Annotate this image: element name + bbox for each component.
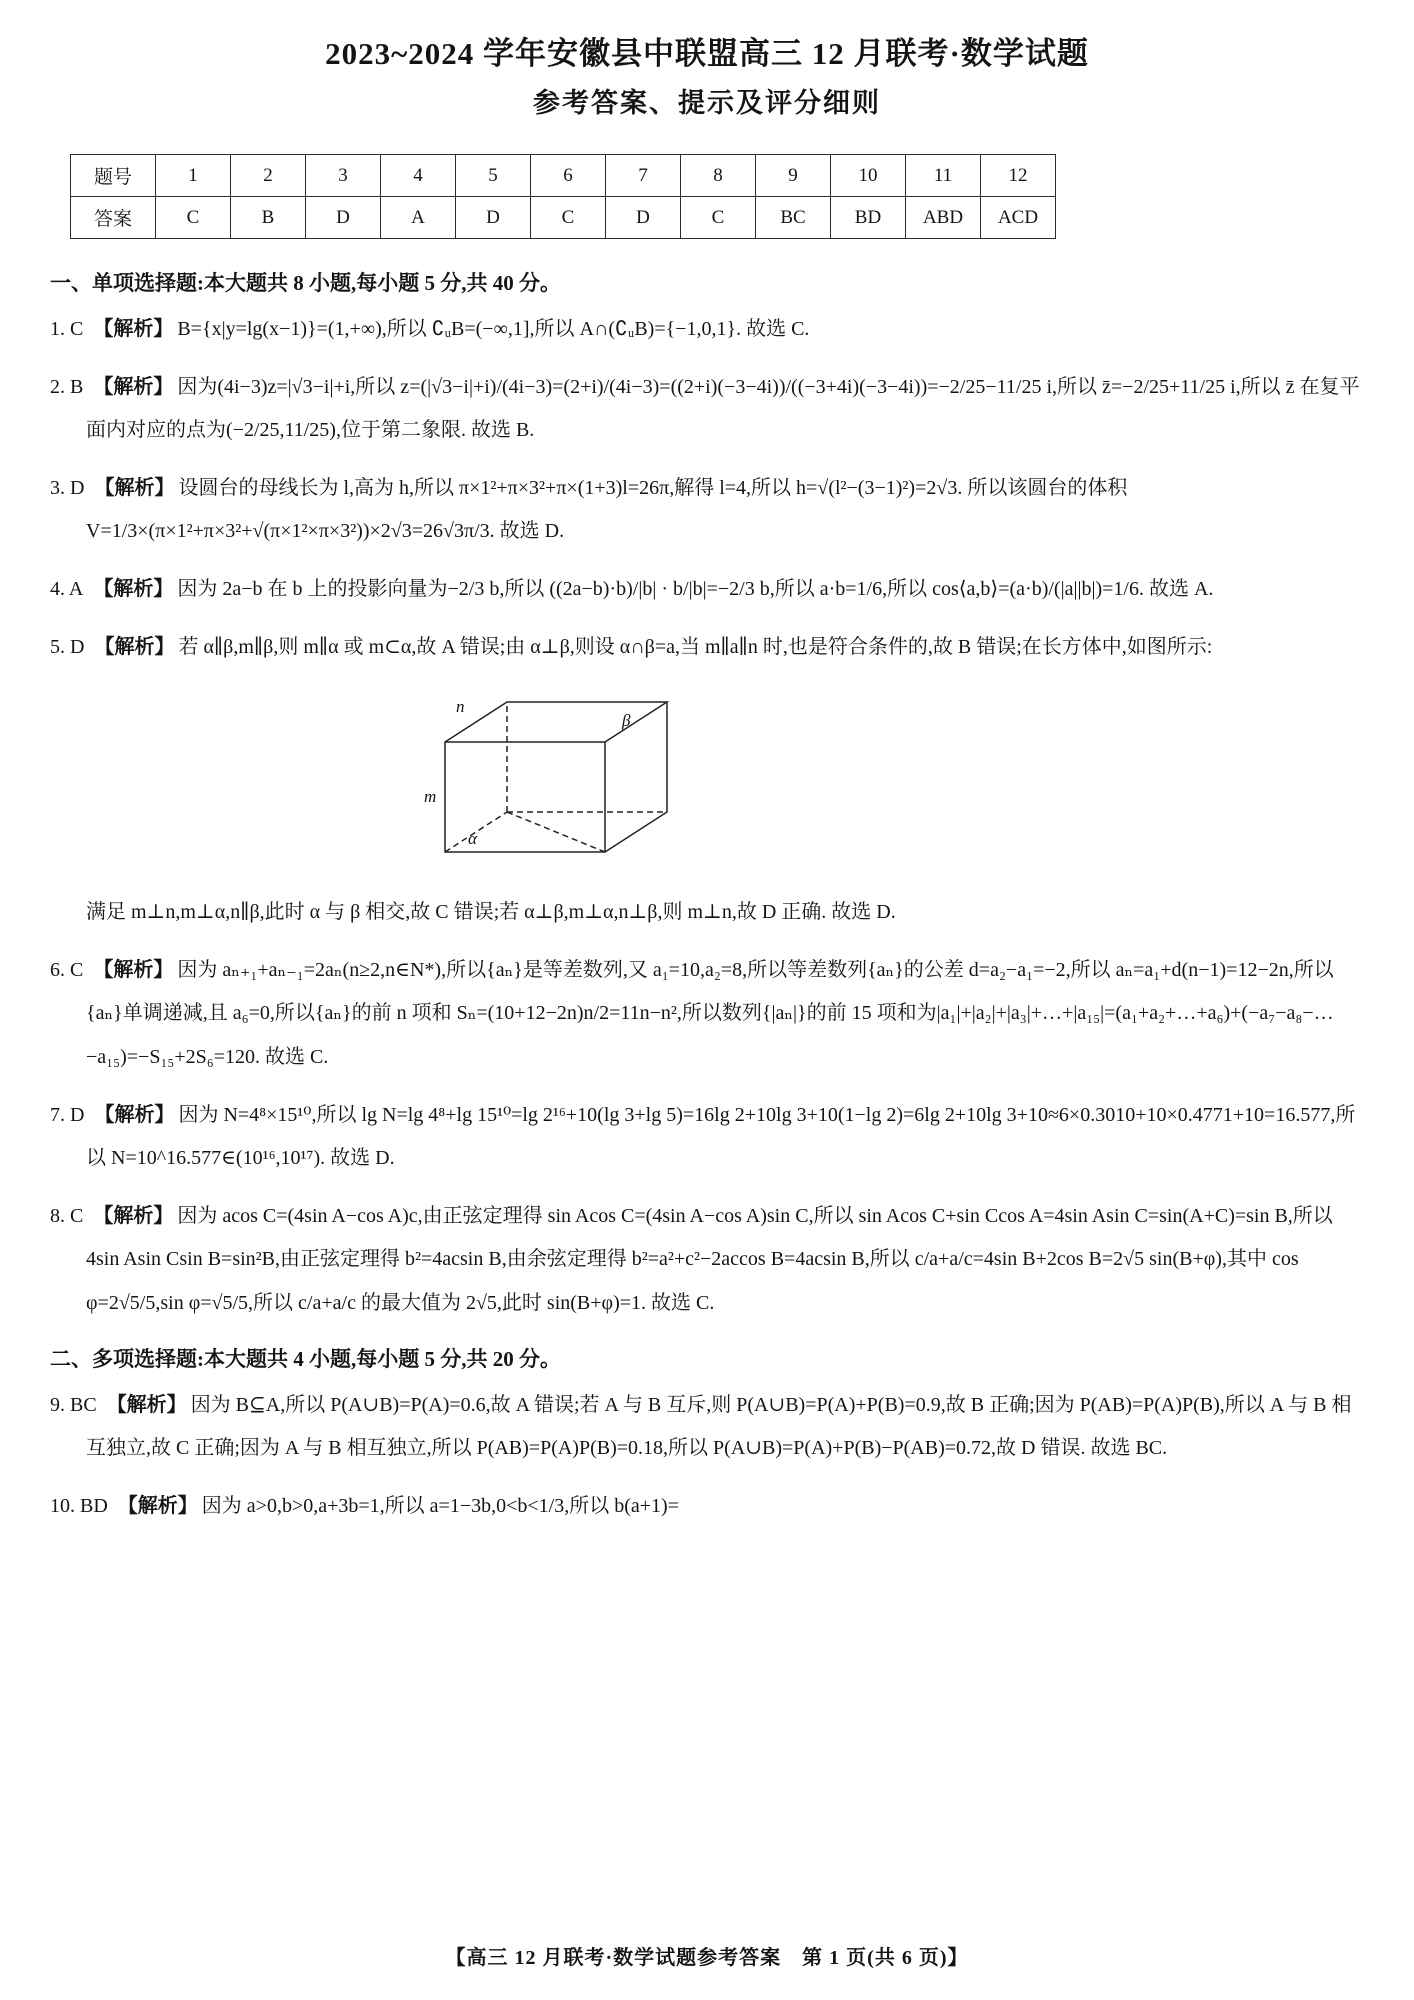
question-number: 9 — [756, 155, 831, 197]
analysis-tag: 【解析】 — [93, 318, 174, 340]
question-answer: D — [606, 197, 681, 239]
item-number: 8. C — [50, 1204, 84, 1227]
answer-table — [70, 154, 1056, 239]
item-text: 因为(4i−3)z=|√3−i|+i,所以 z=(|√3−i|+i)/(4i−3)=(2+i)/(4i−3)=((2+i)(−3−4i))/((−3+4i)(−3−4i))=−2/25−11/25 i,所以 z̄=−2/25+11/25 i,所以 z̄ 在复平面内对应的点为(−2/25,11/25),位于第二象限. 故选 B. — [86, 375, 1360, 442]
answer-table-number-label: 题号 — [71, 155, 156, 197]
solution-item-3 — [50, 467, 1364, 554]
question-number: 8 — [681, 155, 756, 197]
solution-item-5 — [50, 626, 1364, 670]
question-number: 7 — [606, 155, 681, 197]
question-answer: ABD — [906, 197, 981, 239]
page-title: 2023~2024 学年安徽县中联盟高三 12 月联考·数学试题 — [325, 36, 1089, 71]
question-answer: C — [531, 197, 606, 239]
item-number: 6. C — [50, 958, 84, 981]
item-text: 因为 a>0,b>0,a+3b=1,所以 a=1−3b,0<b<1/3,所以 b(a+1)= — [201, 1494, 679, 1517]
analysis-tag: 【解析】 — [93, 375, 174, 398]
answer-table-answer-row — [71, 197, 1056, 239]
solution-item-2 — [50, 366, 1364, 453]
analysis-tag: 【解析】 — [106, 1393, 187, 1416]
cuboid-edges — [445, 702, 667, 852]
question-answer: D — [306, 197, 381, 239]
solution-item-7 — [50, 1094, 1364, 1181]
section-heading-multi-choice: 二、多项选择题:本大题共 4 小题,每小题 5 分,共 20 分。 — [50, 1346, 561, 1371]
question-number: 6 — [531, 155, 606, 197]
page-footer: 【高三 12 月联考·数学试题参考答案 第 1 页(共 6 页)】 — [445, 1947, 969, 1969]
item-text: 满足 m⊥n,m⊥α,n∥β,此时 α 与 β 相交,故 C 错误;若 α⊥β,m⊥α,n⊥β,则 m⊥n,故 D 正确. 故选 D. — [86, 901, 896, 924]
question-number: 3 — [306, 155, 381, 197]
item-number: 2. B — [50, 375, 84, 398]
item-number: 5. D — [50, 635, 85, 658]
question-answer: A — [381, 197, 456, 239]
diagram-label-plane-alpha: α — [468, 829, 477, 849]
solution-item-9 — [50, 1384, 1364, 1471]
question-number: 5 — [456, 155, 531, 197]
item-text: B={x|y=lg(x−1)}=(1,+∞),所以 ∁ᵤB=(−∞,1],所以 A∩(∁ᵤB)={−1,0,1}. 故选 C. — [177, 318, 810, 340]
section-heading-single-choice: 一、单项选择题:本大题共 8 小题,每小题 5 分,共 40 分。 — [50, 271, 561, 295]
solution-item-8 — [50, 1195, 1364, 1326]
question-answer: D — [456, 197, 531, 239]
diagram-label-line-m: m — [424, 787, 437, 807]
question-number: 11 — [906, 155, 981, 197]
answer-table-number-row — [71, 155, 1056, 197]
item-number: 9. BC — [50, 1393, 97, 1416]
item-text: 若 α∥β,m∥β,则 m∥α 或 m⊂α,故 A 错误;由 α⊥β,则设 α∩β=a,当 m∥a∥n 时,也是符合条件的,故 B 错误;在长方体中,如图所示: — [178, 635, 1213, 658]
analysis-tag: 【解析】 — [94, 476, 175, 499]
solution-item-4 — [50, 568, 1364, 612]
item-number: 3. D — [50, 476, 85, 499]
analysis-tag: 【解析】 — [94, 635, 175, 658]
item-text: 因为 N=4⁸×15¹⁰,所以 lg N=lg 4⁸+lg 15¹⁰=lg 2¹⁶+10(lg 3+lg 5)=16lg 2+10lg 3+10(1−lg 2)=6lg 2+10lg 3+10≈6×0.3010+10×0.4771+10=16.577,所以 N=10^16.577∈(10¹⁶,10¹⁷). 故选 D. — [86, 1103, 1356, 1170]
question-number: 12 — [981, 155, 1056, 197]
answer-table-answer-label: 答案 — [71, 197, 156, 239]
item-text: 因为 acos C=(4sin A−cos A)c,由正弦定理得 sin Acos C=(4sin A−cos A)sin C,所以 sin Acos C+sin Ccos A=4sin Asin C=sin(A+C)=sin B,所以 4sin Asin Csin B=sin²B,由正弦定理得 b²=4acsin B,由余弦定理得 b²=a²+c²−2accos B=4acsin B,所以 c/a+a/c=4sin B+2cos B=2√5 sin(B+φ),其中 cos φ=2√5/5,sin φ=√5/5,所以 c/a+a/c 的最大值为 2√5,此时 sin(B+φ)=1. 故选 C. — [86, 1204, 1333, 1314]
item-text: 因为 B⊆A,所以 P(A∪B)=P(A)=0.6,故 A 错误;若 A 与 B 互斥,则 P(A∪B)=P(A)+P(B)=0.9,故 B 正确;因为 P(AB)=P(A)P(B),所以 A 与 B 相互独立,故 C 正确;因为 A 与 B 相互独立,所以 P(AB)=P(A)P(B)=0.18,所以 P(A∪B)=P(A)+P(B)−P(AB)=0.72,故 D 错误. 故选 BC. — [86, 1393, 1352, 1460]
question-answer: B — [231, 197, 306, 239]
question-answer: BD — [831, 197, 906, 239]
analysis-tag: 【解析】 — [94, 1103, 175, 1126]
item-text: 因为 2a−b 在 b 上的投影向量为−2/3 b,所以 ((2a−b)·b)/|b| · b/|b|=−2/3 b,所以 a·b=1/6,所以 cos⟨a,b⟩=(a·b)/(|a||b|)=1/6. 故选 A. — [177, 577, 1214, 600]
item-number: 4. A — [50, 577, 84, 600]
solution-item-1 — [50, 308, 1364, 352]
analysis-tag: 【解析】 — [93, 1204, 174, 1227]
analysis-tag: 【解析】 — [117, 1494, 198, 1517]
item-text: 因为 aₙ₊₁+aₙ₋₁=2aₙ(n≥2,n∈N*),所以{aₙ}是等差数列,又 a₁=10,a₂=8,所以等差数列{aₙ}的公差 d=a₂−a₁=−2,所以 aₙ=a₁+d(n−1)=12−2n,所以{aₙ}单调递减,且 a₆=0,所以{aₙ}的前 n 项和 Sₙ=(10+12−2n)n/2=11n−n²,所以数列{|aₙ|}的前 15 项和为|a₁|+|a₂|+|a₃|+…+|a₁₅|=(a₁+a₂+…+a₆)+(−a₇−a₈−…−a₁₅)=−S₁₅+2S₆=120. 故选 C. — [86, 958, 1334, 1068]
diagram-label-plane-beta: β — [622, 711, 631, 731]
cuboid-diagram — [400, 680, 700, 880]
question-answer: BC — [756, 197, 831, 239]
analysis-tag: 【解析】 — [93, 577, 174, 600]
question-number: 10 — [831, 155, 906, 197]
analysis-tag: 【解析】 — [93, 958, 174, 981]
solution-item-5-continued — [50, 891, 1364, 935]
diagram-label-line-n: n — [456, 697, 465, 717]
question-number: 2 — [231, 155, 306, 197]
question-answer: C — [681, 197, 756, 239]
item-number: 10. BD — [50, 1494, 108, 1517]
solution-item-6 — [50, 949, 1364, 1080]
question-number: 1 — [156, 155, 231, 197]
solution-item-10 — [50, 1485, 1364, 1529]
page-subtitle: 参考答案、提示及评分细则 — [533, 88, 881, 118]
item-text: 设圆台的母线长为 l,高为 h,所以 π×1²+π×3²+π×(1+3)l=26π,解得 l=4,所以 h=√(l²−(3−1)²)=2√3. 所以该圆台的体积 V=1/3×(π×1²+π×3²+√(π×1²×π×3²))×2√3=26√3π/3. 故选 D. — [86, 476, 1128, 543]
question-answer: C — [156, 197, 231, 239]
question-number: 4 — [381, 155, 456, 197]
item-number: 1. C — [50, 318, 84, 340]
question-answer: ACD — [981, 197, 1056, 239]
item-number: 7. D — [50, 1103, 85, 1126]
